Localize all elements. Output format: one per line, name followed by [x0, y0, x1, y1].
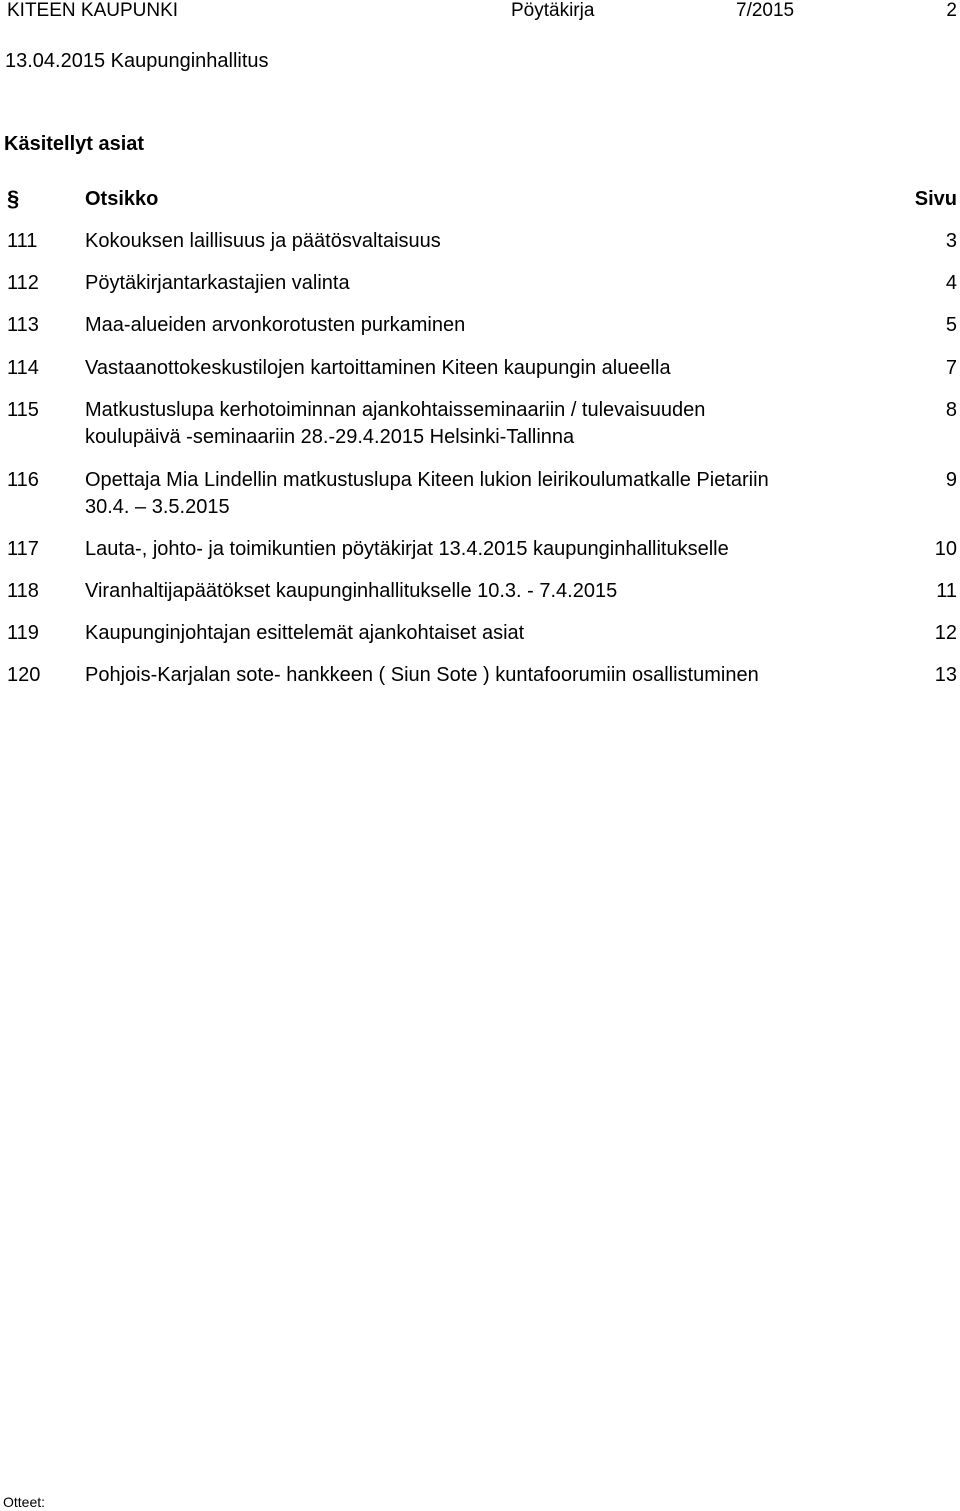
- item-title: Lauta-, johto- ja toimikuntien pöytäkirjat 13.4.2015 kaupunginhallitukselle: [85, 538, 729, 560]
- header-organization: KITEEN KAUPUNKI: [7, 0, 179, 21]
- item-page: 9: [945, 469, 957, 491]
- meeting-date-body: 13.04.2015 Kaupunginhallitus: [5, 50, 269, 72]
- footer-excerpts-label: Otteet:: [3, 1494, 46, 1510]
- item-page: 7: [945, 357, 957, 379]
- item-number: 111: [7, 230, 38, 252]
- item-number: 119: [7, 622, 39, 644]
- item-title-line-2: 30.4. – 3.5.2015: [85, 496, 230, 518]
- item-number: 118: [7, 580, 39, 602]
- item-number: 113: [7, 314, 39, 336]
- item-title-line-1: Opettaja Mia Lindellin matkustuslupa Kiteen lukion leirikoulumatkalle Pietariin: [85, 469, 769, 491]
- item-page: 8: [945, 399, 957, 421]
- item-title-line-1: Matkustuslupa kerhotoiminnan ajankohtaisseminaariin / tulevaisuuden: [85, 399, 706, 421]
- item-title: Pöytäkirjantarkastajien valinta: [85, 272, 350, 294]
- item-page: 11: [936, 580, 957, 602]
- item-page: 3: [945, 230, 957, 252]
- item-page: 4: [945, 272, 957, 294]
- section-title: Käsitellyt asiat: [4, 133, 145, 155]
- item-title: Pohjois-Karjalan sote- hankkeen ( Siun Sote ) kuntafoorumiin osallistuminen: [85, 664, 759, 686]
- item-page: 12: [934, 622, 957, 644]
- header-document-number: 7/2015: [736, 0, 795, 21]
- item-title: Kokouksen laillisuus ja päätösvaltaisuus: [85, 230, 441, 252]
- column-header-title: Otsikko: [85, 188, 159, 210]
- item-number: 120: [7, 664, 41, 686]
- item-page: 5: [945, 314, 957, 336]
- header-page-number: 2: [946, 0, 957, 21]
- item-title-line-2: koulupäivä -seminaariin 28.-29.4.2015 Helsinki-Tallinna: [85, 426, 575, 448]
- column-header-section-symbol: §: [7, 186, 20, 211]
- item-number: 114: [7, 357, 39, 379]
- item-number: 117: [7, 538, 39, 560]
- item-title: Kaupunginjohtajan esittelemät ajankohtaiset asiat: [85, 622, 525, 644]
- item-title: Vastaanottokeskustilojen kartoittaminen Kiteen kaupungin alueella: [85, 357, 671, 379]
- item-number: 116: [7, 469, 39, 491]
- item-page: 13: [934, 664, 957, 686]
- item-page: 10: [934, 538, 957, 560]
- item-number: 112: [7, 272, 39, 294]
- column-header-page: Sivu: [914, 188, 957, 210]
- item-title: Maa-alueiden arvonkorotusten purkaminen: [85, 314, 466, 336]
- item-number: 115: [7, 399, 39, 421]
- header-document-type: Pöytäkirja: [511, 0, 595, 21]
- item-title: Viranhaltijapäätökset kaupunginhallitukselle 10.3. - 7.4.2015: [85, 580, 618, 602]
